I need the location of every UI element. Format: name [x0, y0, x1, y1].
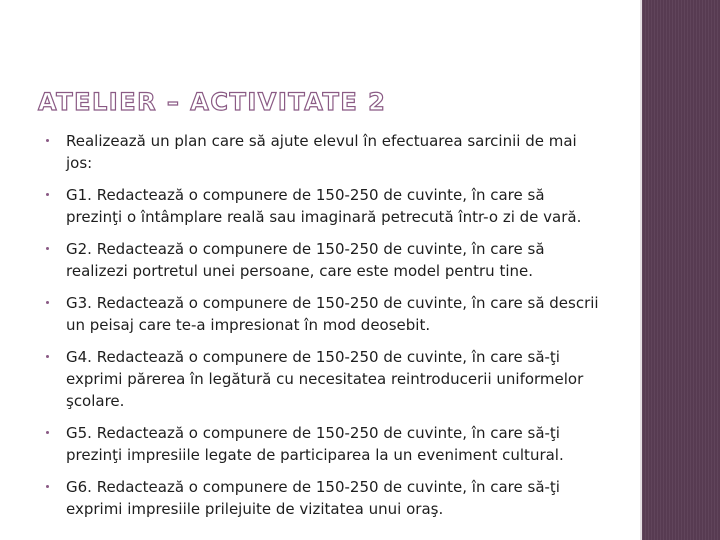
bullet-dot-icon	[46, 355, 49, 358]
bullet-item	[42, 292, 602, 336]
bullet-dot-icon	[46, 247, 49, 250]
bullet-dot-icon	[46, 431, 49, 434]
bullet-dot-icon	[46, 193, 49, 196]
bullet-item	[42, 422, 602, 466]
bullet-text: G1. Redactează o compunere de 150-250 de cuvinte, în care să prezinţi o întâmplare reală sau imaginară petrecută într-o zi de vară.	[66, 186, 582, 226]
bullet-item	[42, 476, 602, 520]
bullet-list	[42, 130, 602, 530]
bullet-text: G2. Redactează o compunere de 150-250 de cuvinte, în care să realizezi portretul unei persoane, care este model pentru tine.	[66, 240, 545, 280]
bullet-text: G5. Redactează o compunere de 150-250 de cuvinte, în care să-ţi prezinţi impresiile legate de participarea la un eveniment cultural.	[66, 424, 564, 464]
side-decorative-panel	[642, 0, 720, 540]
bullet-item	[42, 238, 602, 282]
bullet-text: Realizează un plan care să ajute elevul în efectuarea sarcinii de mai jos:	[66, 132, 577, 172]
bullet-item	[42, 130, 602, 174]
bullet-dot-icon	[46, 301, 49, 304]
bullet-text: G3. Redactează o compunere de 150-250 de cuvinte, în care să descrii un peisaj care te-a impresionat în mod deosebit.	[66, 294, 599, 334]
bullet-item	[42, 346, 602, 412]
bullet-item	[42, 184, 602, 228]
bullet-text: G4. Redactează o compunere de 150-250 de cuvinte, în care să-ţi exprimi părerea în legătură cu necesitatea reintroducerii uniformelor şcolare.	[66, 348, 584, 410]
bullet-dot-icon	[46, 139, 49, 142]
bullet-text: G6. Redactează o compunere de 150-250 de cuvinte, în care să-ţi exprimi impresiile prilejuite de vizitatea unui oraş.	[66, 478, 560, 518]
bullet-dot-icon	[46, 485, 49, 488]
slide-title: ATELIER – ACTIVITATE 2	[38, 88, 387, 116]
